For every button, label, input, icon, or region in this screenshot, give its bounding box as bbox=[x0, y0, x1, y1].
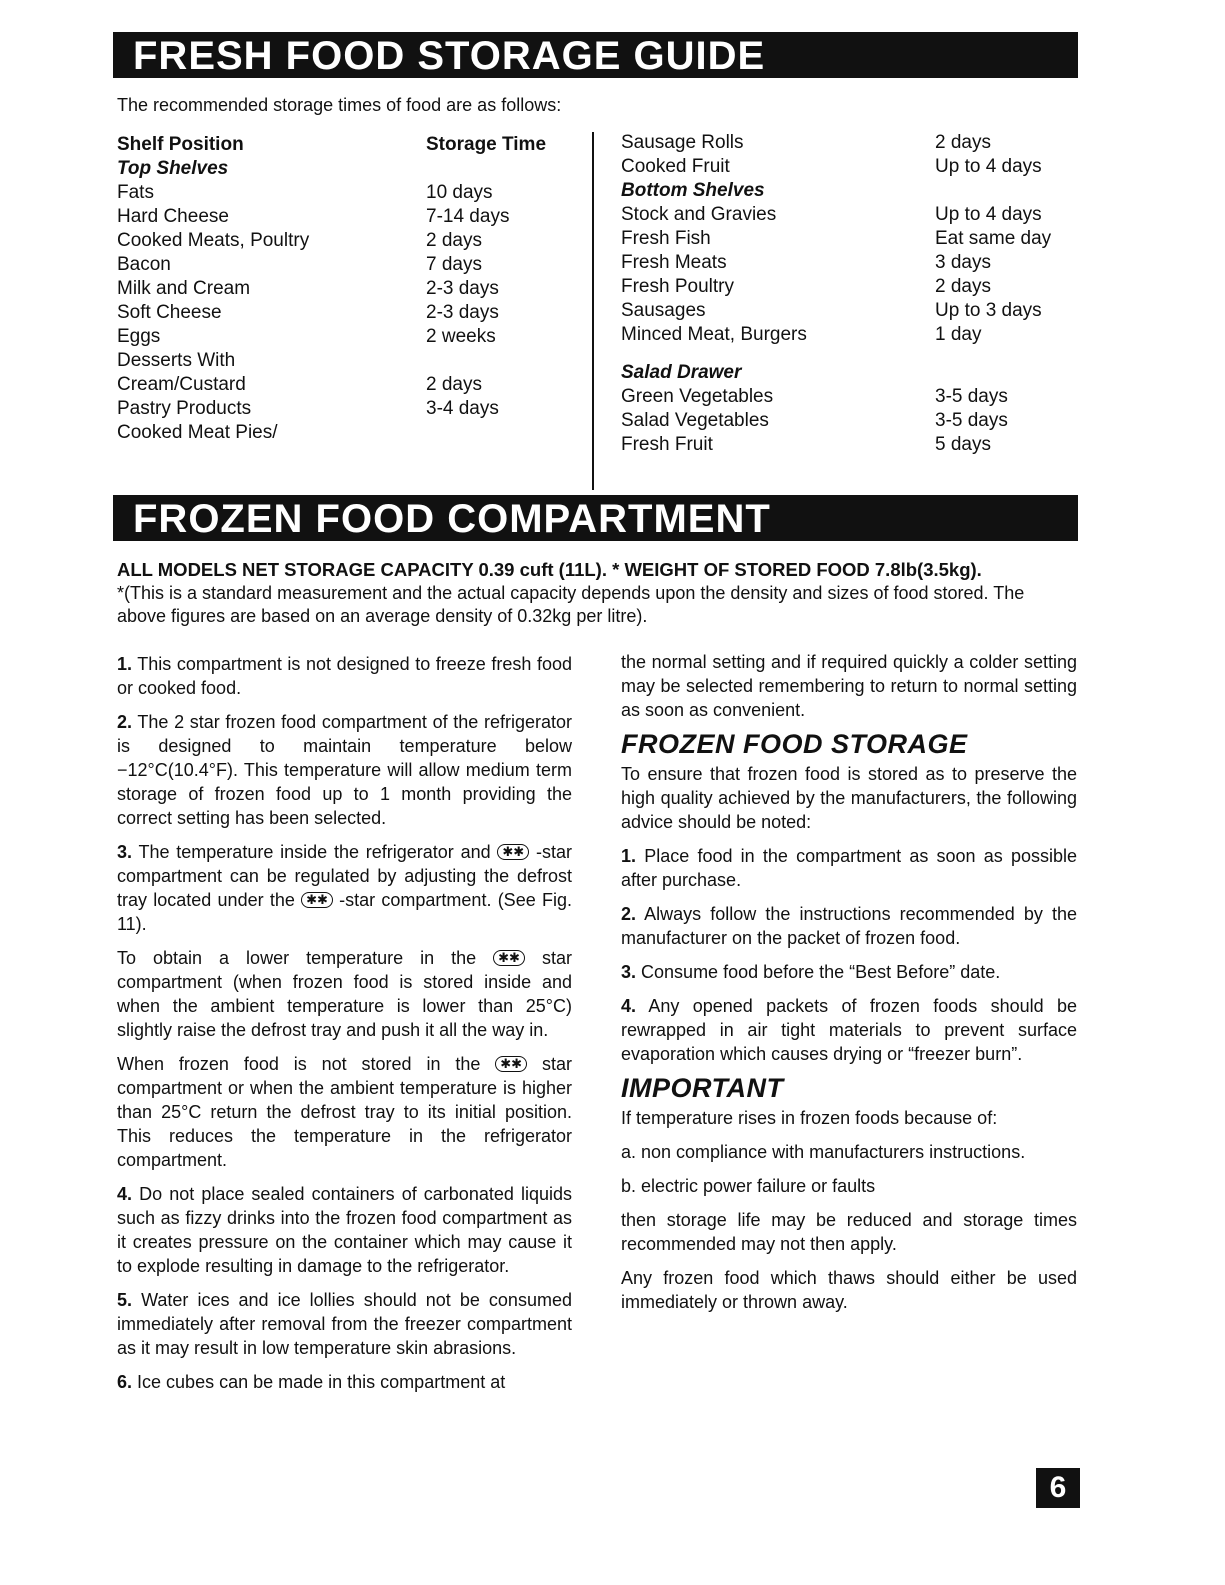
storage-item-row: Fresh Fish bbox=[621, 228, 711, 249]
storage-item-row: Salad Vegetables bbox=[621, 410, 769, 431]
right-times-list bbox=[935, 131, 1075, 347]
storage-item-row: Fresh Fruit bbox=[621, 434, 713, 455]
storage-item-row: Sausages bbox=[621, 300, 706, 321]
storage-time-row: 7 days bbox=[426, 254, 482, 275]
storage-item-row: Cooked Meats, Poultry bbox=[117, 230, 310, 251]
paragraph-5: When frozen food is not stored in the ✱✱ star compartment or when the ambient temperature is higher than 25°C return the defrost tray to its initial position. This reduces the temperature in the refrigerator compartment. bbox=[117, 1054, 572, 1170]
storage-time-row: 3 days bbox=[935, 252, 991, 273]
storage-item-row: Milk and Cream bbox=[117, 278, 251, 299]
storage-item-row: Sausage Rolls bbox=[621, 132, 744, 153]
storage-item-row: Cream/Custard bbox=[117, 374, 246, 395]
paragraph-2: 2. The 2 star frozen food compartment of the refrigerator is designed to maintain temperature below −12°C(10.4°F). This temperature will allow medium term storage of frozen food up to 1 month providing the correct setting has been selected. bbox=[117, 712, 572, 828]
storage-item-row: Cooked Meat Pies/ bbox=[117, 422, 278, 443]
right-column bbox=[621, 650, 1077, 1324]
storage-item-row: Bottom Shelves bbox=[621, 180, 765, 201]
left-column bbox=[117, 652, 572, 1404]
storage-item-row: Fats bbox=[117, 182, 154, 203]
storage-time-row bbox=[426, 349, 576, 373]
storage-item-row: Top Shelves bbox=[117, 158, 229, 179]
storage-time-row: 2 days bbox=[935, 132, 991, 153]
storage-time-row: 3-5 days bbox=[935, 410, 1008, 431]
salad-drawer-heading: Salad Drawer bbox=[621, 362, 742, 383]
paragraph-6: 4. Do not place sealed containers of carbonated liquids such as fizzy drinks into the frozen food compartment as it creates pressure on the container which may cause it to explode resulting in damage to the refrigerator. bbox=[117, 1184, 572, 1276]
salad-items-list bbox=[621, 385, 861, 457]
storage-item-row: Desserts With bbox=[117, 350, 236, 371]
storage-time-row bbox=[935, 179, 1075, 203]
storage-item-row: Eggs bbox=[117, 326, 161, 347]
two-star-icon: ✱✱ bbox=[493, 950, 525, 966]
storage-item-row: Fresh Poultry bbox=[621, 276, 734, 297]
storage-item-row: Hard Cheese bbox=[117, 206, 229, 227]
storage-time-row: 2 days bbox=[426, 230, 482, 251]
capacity-statement: ALL MODELS NET STORAGE CAPACITY 0.39 cuft (11L). * WEIGHT OF STORED FOOD 7.8lb(3.5kg). bbox=[117, 559, 982, 580]
storage-time-row: 2-3 days bbox=[426, 302, 499, 323]
capacity-block bbox=[117, 558, 1077, 628]
right-paragraph-1: the normal setting and if required quickly a colder setting may be selected remembering to return to normal setting as soon as convenient. bbox=[621, 652, 1077, 720]
paragraph-7: 5. Water ices and ice lollies should not be consumed immediately after removal from the freezer compartment as it may result in low temperature skin abrasions. bbox=[117, 1290, 572, 1358]
storage-intro: The recommended storage times of food are as follows: bbox=[117, 95, 562, 115]
storage-item-row: Pastry Products bbox=[117, 398, 252, 419]
right-items-list bbox=[621, 131, 861, 347]
capacity-note: *(This is a standard measurement and the actual capacity depends upon the density and sizes of food stored. The above figures are based on an average density of 0.32kg per litre). bbox=[117, 583, 1025, 626]
storage-item-row: Bacon bbox=[117, 254, 171, 275]
storage-step-1: 1. Place food in the compartment as soon as possible after purchase. bbox=[621, 846, 1077, 890]
storage-time-row: Up to 4 days bbox=[935, 156, 1042, 177]
storage-step-3: 3. Consume food before the “Best Before” date. bbox=[621, 962, 1001, 982]
fresh-food-storage-guide-heading: FRESH FOOD STORAGE GUIDE bbox=[113, 32, 1078, 78]
storage-time-row bbox=[426, 157, 576, 181]
paragraph-1: 1. This compartment is not designed to freeze fresh food or cooked food. bbox=[117, 654, 572, 698]
storage-time-row: 3-5 days bbox=[935, 386, 1008, 407]
two-star-icon: ✱✱ bbox=[301, 892, 333, 908]
paragraph-8: 6. Ice cubes can be made in this compartment at bbox=[117, 1372, 506, 1392]
important-heading: IMPORTANT bbox=[621, 1073, 784, 1103]
storage-item-row: Minced Meat, Burgers bbox=[621, 324, 807, 345]
storage-time-row bbox=[426, 421, 576, 445]
two-star-icon: ✱✱ bbox=[495, 1056, 527, 1072]
storage-step-4: 4. Any opened packets of frozen foods should be rewrapped in air tight materials to prevent surface evaporation which causes drying or “freezer burn”. bbox=[621, 996, 1077, 1064]
storage-time-row: 2 weeks bbox=[426, 326, 496, 347]
storage-time-row: Up to 3 days bbox=[935, 300, 1042, 321]
storage-time-row: 1 day bbox=[935, 324, 982, 345]
storage-time-row: 10 days bbox=[426, 182, 493, 203]
salad-times-list bbox=[935, 385, 1075, 457]
important-item-a: a. non compliance with manufacturers instructions. bbox=[621, 1142, 1026, 1162]
paragraph-4: To obtain a lower temperature in the ✱✱ star compartment (when frozen food is stored inside and when the ambient temperature is lower than 25°C) slightly raise the defrost tray and push it all the way in. bbox=[117, 948, 572, 1040]
storage-intro-text: To ensure that frozen food is stored as to preserve the high quality achieved by the manufacturers, the following advice should be noted: bbox=[621, 764, 1077, 832]
important-consequence: then storage life may be reduced and storage times recommended may not then apply. bbox=[621, 1210, 1077, 1254]
storage-time-row: 2-3 days bbox=[426, 278, 499, 299]
storage-item-row: Soft Cheese bbox=[117, 302, 222, 323]
frozen-food-storage-heading: FROZEN FOOD STORAGE bbox=[621, 729, 968, 759]
storage-time-row: 7-14 days bbox=[426, 206, 510, 227]
storage-time-row: 2 days bbox=[426, 374, 482, 395]
storage-item-row: Stock and Gravies bbox=[621, 204, 777, 225]
page-number: 6 bbox=[1036, 1468, 1080, 1508]
paragraph-3: 3. The temperature inside the refrigerator and ✱✱ -star compartment can be regulated by adjusting the defrost tray located under the ✱✱ -star compartment. (See Fig. 11). bbox=[117, 842, 572, 934]
storage-step-2: 2. Always follow the instructions recommended by the manufacturer on the packet of frozen food. bbox=[621, 904, 1077, 948]
storage-item-row: Shelf Position bbox=[117, 134, 244, 155]
important-intro: If temperature rises in frozen foods because of: bbox=[621, 1108, 998, 1128]
frozen-food-compartment-heading: FROZEN FOOD COMPARTMENT bbox=[113, 495, 1078, 541]
storage-item-row: Fresh Meats bbox=[621, 252, 727, 273]
two-star-icon: ✱✱ bbox=[497, 844, 529, 860]
important-item-b: b. electric power failure or faults bbox=[621, 1176, 876, 1196]
storage-time-row: Eat same day bbox=[935, 228, 1052, 249]
important-thaw-advice: Any frozen food which thaws should either be used immediately or thrown away. bbox=[621, 1268, 1077, 1312]
left-items-list bbox=[117, 133, 310, 445]
storage-time-row: 2 days bbox=[935, 276, 991, 297]
storage-time-row: 3-4 days bbox=[426, 398, 499, 419]
storage-item-row: Green Vegetables bbox=[621, 386, 774, 407]
left-times-list bbox=[426, 133, 576, 445]
storage-item-row: Cooked Fruit bbox=[621, 156, 730, 177]
storage-time-row: Up to 4 days bbox=[935, 204, 1042, 225]
storage-time-row: 5 days bbox=[935, 434, 991, 455]
column-divider bbox=[592, 132, 594, 490]
storage-time-row: Storage Time bbox=[426, 134, 547, 155]
